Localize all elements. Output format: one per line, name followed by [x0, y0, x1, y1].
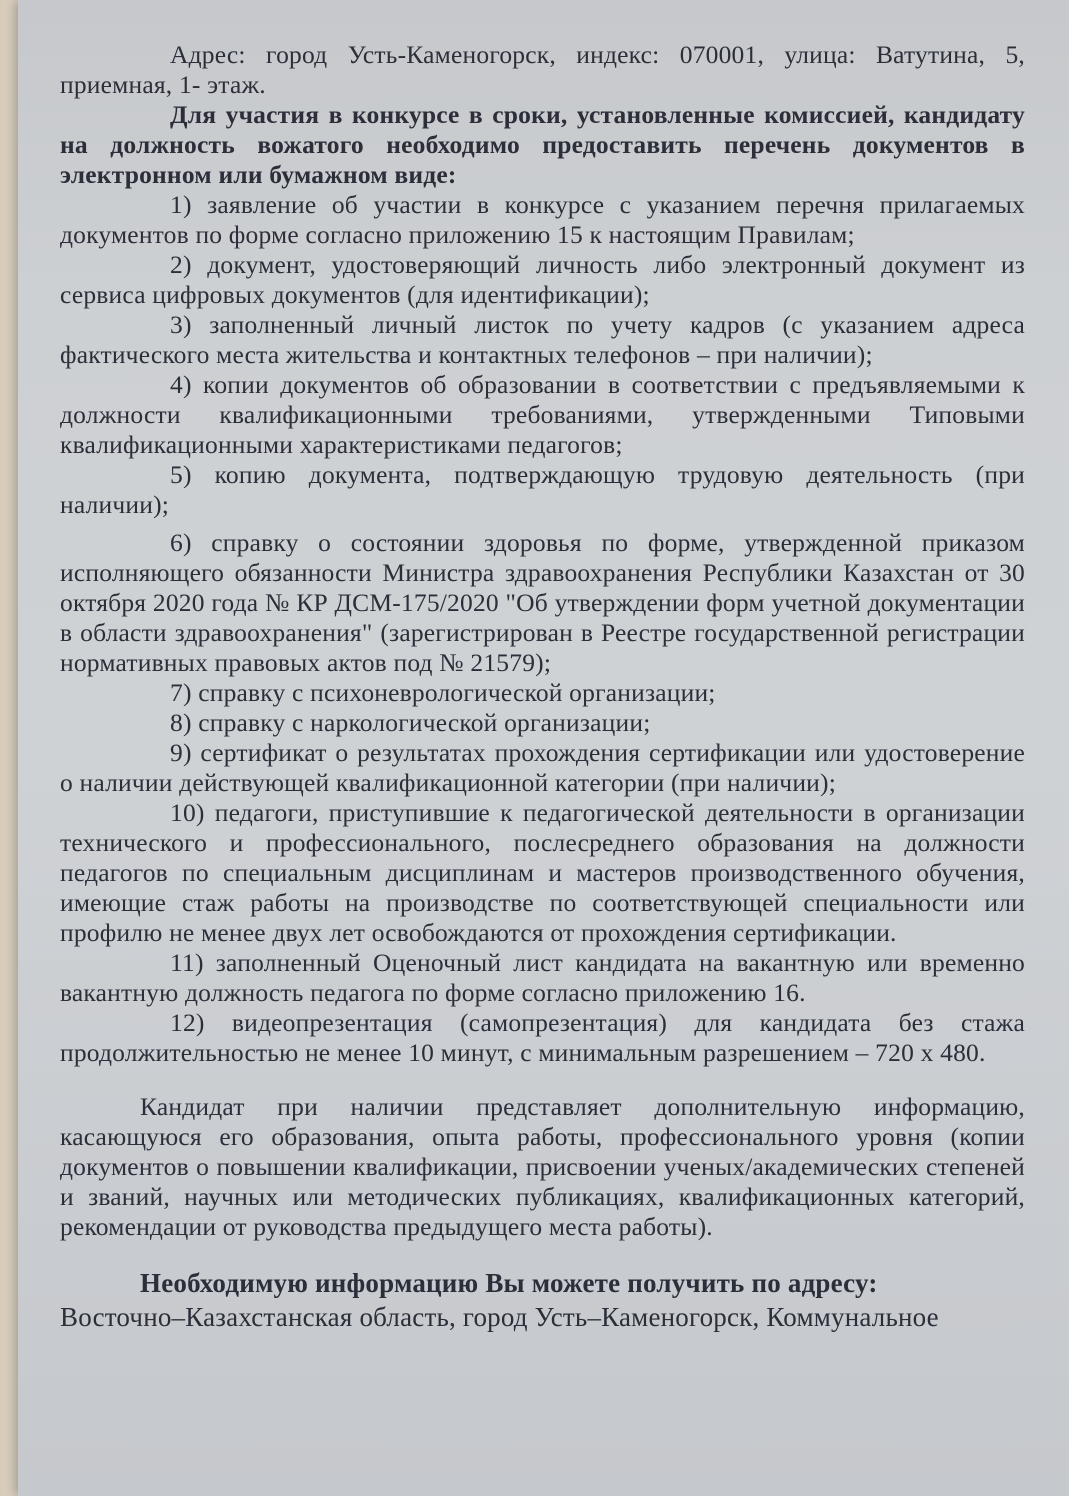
document-page [18, 0, 1069, 1496]
list-item: 9) сертификат о результатах прохождения сертификации или удостоверение о наличии действующей квалификационной категории (при наличии); [60, 738, 1025, 797]
spacer [60, 1068, 1025, 1092]
requirements-heading: Для участия в конкурсе в сроки, установленные комиссией, кандидату на должность вожатого необходимо предоставить перечень документов в электронном или бумажном виде: [60, 100, 1025, 189]
list-item: 12) видеопрезентация (самопрезентация) для кандидата без стажа продолжительностью не менее 10 минут, с минимальным разрешением – 720 x 480. [60, 1008, 1025, 1067]
list-item: 8) справку с наркологической организации; [170, 708, 651, 737]
list-item: 2) документ, удостоверяющий личность либо электронный документ из сервиса цифровых документов (для идентификации); [60, 250, 1025, 309]
list-item: 11) заполненный Оценочный лист кандидата на вакантную или временно вакантную должность педагога по форме согласно приложению 16. [60, 948, 1025, 1007]
list-item: 3) заполненный личный листок по учету кадров (с указанием адреса фактического места жительства и контактных телефонов – при наличии); [60, 310, 1025, 369]
list-item: 4) копии документов об образовании в соответствии с предъявляемыми к должности квалификационными требованиями, утвержденными Типовыми квалификационными характеристиками педагогов; [60, 370, 1025, 459]
contact-address: Восточно–Казахстанская область, город Усть–Каменогорск, Коммунальное [60, 1302, 939, 1332]
additional-info: Кандидат при наличии представляет дополнительную информацию, касающуюся его образования, опыта работы, профессионального уровня (копии документов о повышении квалификации, присвоении ученых/академических степеней и званий, научных или методических публикациях, квалификационных категорий, рекомендации от руководства предыдущего места работы). [60, 1092, 1025, 1241]
list-item: 5) копию документа, подтверждающую трудовую деятельность (при наличии); [60, 460, 1025, 519]
list-item: 7) справку с психоневрологической организации; [170, 678, 716, 707]
document-text [60, 40, 1025, 1334]
contact-block [60, 1266, 1025, 1334]
list-item: 6) справку о состоянии здоровья по форме, утвержденной приказом исполняющего обязанности Министра здравоохранения Республики Казахстан от 30 октября 2020 года № КР ДСМ-175/2020 "Об утверждении форм учетной документации в области здравоохранения" (зарегистрирован в Реестре государственной регистрации нормативных правовых актов под № 21579); [60, 528, 1025, 677]
list-item: 1) заявление об участии в конкурсе с указанием перечня прилагаемых документов по форме согласно приложению 15 к настоящим Правилам; [60, 190, 1025, 249]
contact-heading: Необходимую информацию Вы можете получить по адресу: [140, 1268, 878, 1298]
list-item: 10) педагоги, приступившие к педагогической деятельности в организации технического и профессионального, послесреднего образования на должности педагогов по специальным дисциплинам и мастеров производственного обучения, имеющие стаж работы на производстве по соответствующей специальности или профилю не менее двух лет освобождаются от прохождения сертификации. [60, 798, 1025, 947]
spacer [60, 1242, 1025, 1266]
address-line: Адрес: город Усть-Каменогорск, индекс: 070001, улица: Ватутина, 5, приемная, 1- этаж. [60, 40, 1025, 99]
